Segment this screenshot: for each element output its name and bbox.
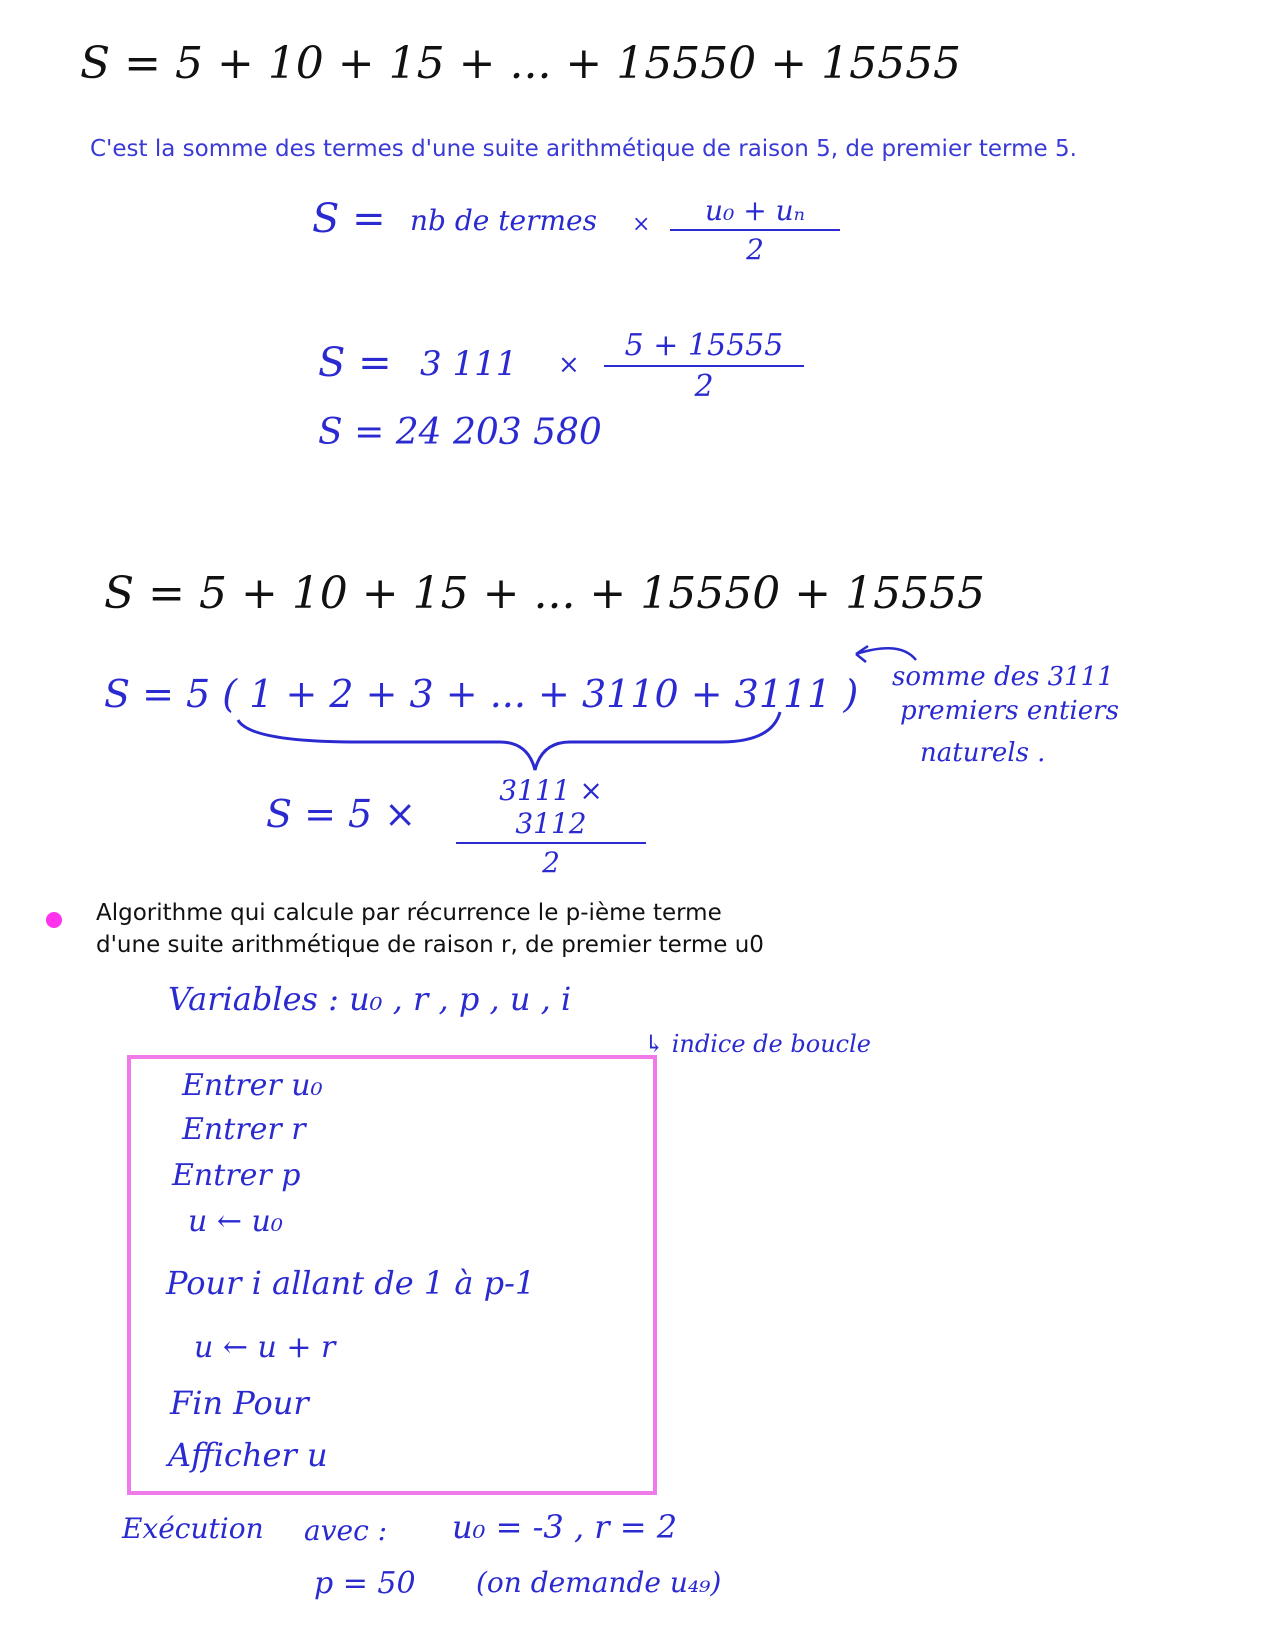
calc1-fraction (604, 328, 804, 404)
calc1-denominator: 2 (694, 369, 714, 404)
algo-title-line-2: d'une suite arithmétique de raison r, de premier terme u0 (96, 932, 764, 958)
calc3-lhs: S = 5 × (266, 792, 417, 836)
algo-line-3: Entrer p (172, 1158, 301, 1193)
execution-avec: avec : (304, 1514, 388, 1547)
variables-line: Variables : u₀ , r , p , u , i (168, 980, 572, 1018)
sum-line-2: S = 5 + 10 + 15 + ... + 15550 + 15555 (104, 568, 986, 619)
typed-sentence: C'est la somme des termes d'une suite arithmétique de raison 5, de premier terme 5. (90, 136, 1077, 162)
algo-line-6: u ← u + r (194, 1330, 336, 1365)
calc3-numerator: 3111 × 3112 (456, 774, 646, 844)
annotation-line-1: somme des 3111 (892, 662, 1114, 692)
algo-line-7: Fin Pour (170, 1384, 309, 1422)
algo-line-2: Entrer r (182, 1112, 306, 1147)
formula-fraction (670, 194, 840, 266)
calc2-result: S = 24 203 580 (318, 412, 602, 453)
execution-note: (on demande u₄₉) (476, 1566, 722, 1599)
annotation-line-2: premiers entiers (900, 696, 1119, 726)
factored-sum: S = 5 ( 1 + 2 + 3 + ... + 3110 + 3111 ) (104, 672, 859, 716)
bullet-point (46, 912, 62, 928)
sum-line-1: S = 5 + 10 + 15 + ... + 15550 + 15555 (80, 38, 962, 89)
algo-line-5: Pour i allant de 1 à p-1 (166, 1264, 536, 1302)
algo-line-4: u ← u₀ (188, 1204, 283, 1239)
formula-lhs: S = (312, 196, 386, 242)
calc1-numerator: 5 + 15555 (604, 328, 804, 367)
formula-numerator: u₀ + uₙ (670, 194, 840, 231)
calc3-fraction (456, 774, 646, 879)
formula-times: × (632, 212, 651, 237)
formula-text: nb de termes (410, 204, 597, 237)
algo-title-line-1: Algorithme qui calcule par récurrence le p-ième terme (96, 900, 722, 926)
algo-line-8: Afficher u (168, 1436, 328, 1474)
loop-index-note: ↳ indice de boucle (644, 1030, 871, 1058)
algo-line-1: Entrer u₀ (182, 1068, 323, 1103)
annotation-line-3: naturels . (920, 738, 1046, 768)
execution-p: p = 50 (314, 1566, 416, 1601)
calc1-count: 3 111 (420, 344, 518, 384)
formula-denominator: 2 (746, 233, 764, 266)
calc1-lhs: S = (318, 340, 392, 386)
execution-label: Exécution (122, 1512, 264, 1545)
calc3-denominator: 2 (542, 846, 560, 879)
execution-values: u₀ = -3 , r = 2 (452, 1508, 678, 1546)
calc1-times: × (558, 350, 580, 380)
